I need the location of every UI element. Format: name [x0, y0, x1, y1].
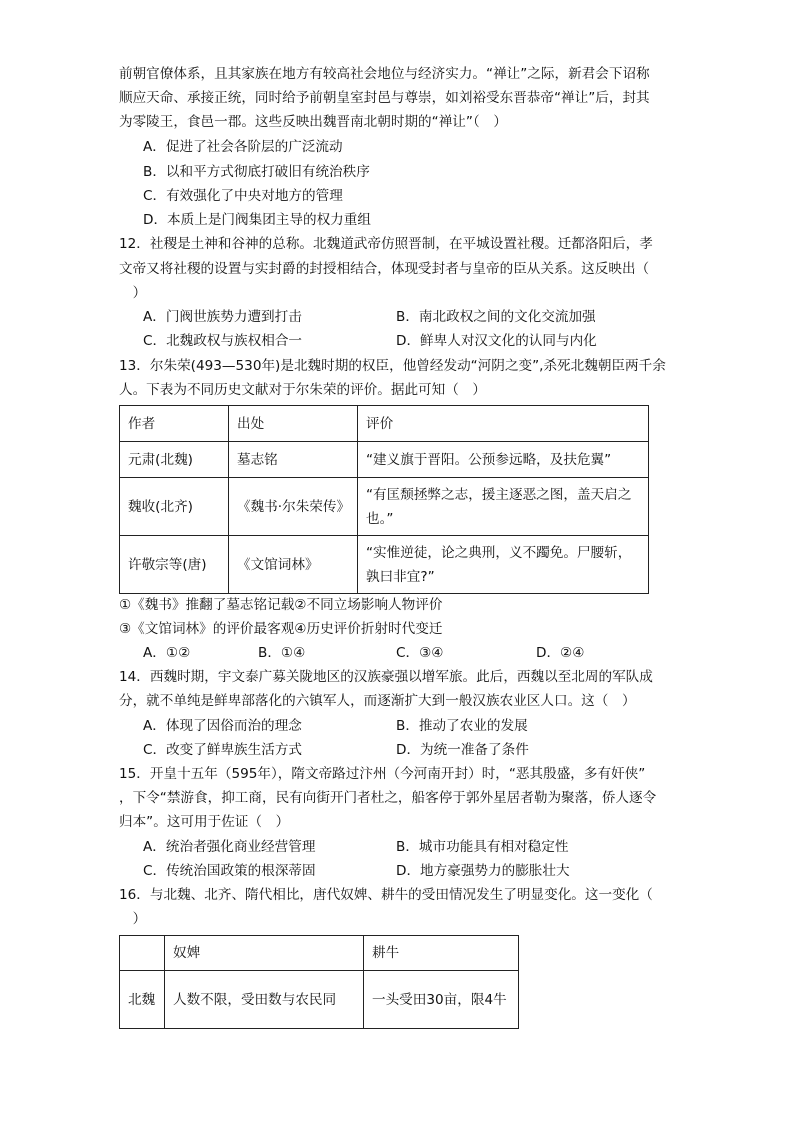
table-cell: 墓志铭 [229, 442, 358, 478]
table-cell: “有匡颓拯弊之志，援主逐恶之图，盖天启之也。” [358, 478, 649, 536]
q14-option-b[interactable]: B．推动了农业的发展 [396, 718, 528, 734]
q14-line-2: 分，就不单纯是鲜卑部落化的六镇军人，而逐渐扩大到一般汉族农业区人口。这（ ） [119, 693, 636, 709]
table-cell: 一头受田30亩，限4牛 [364, 971, 519, 1029]
table-header-cell: 评价 [358, 406, 649, 442]
q13-option-d[interactable]: D．②④ [536, 645, 585, 661]
q13-table [119, 405, 649, 594]
q15-line-3: 归本”。这可用于佐证（ ） [119, 814, 290, 830]
q15-option-d[interactable]: D．地方豪强势力的膨胀壮大 [396, 863, 570, 879]
q12-line-2: 文帝又将社稷的设置与实封爵的封授相结合，体现受封者与皇帝的臣从关系。这反映出（ [119, 261, 650, 277]
q11-option-a[interactable]: A．促进了社会各阶层的广泛流动 [143, 139, 343, 155]
table-cell: “建义旗于晋阳。公预参远略，及扶危翼” [358, 442, 649, 478]
q11-line-2: 顺应天命、承接正统，同时给予前朝皇室封邑与尊崇，如刘裕受东晋恭帝“禅让”后，封其 [119, 90, 650, 106]
table-cell: 《文馆词林》 [229, 536, 358, 594]
q12-option-b[interactable]: B．南北政权之间的文化交流加强 [396, 309, 596, 325]
q11-option-b[interactable]: B．以和平方式彻底打破旧有统治秩序 [143, 164, 370, 180]
q14-option-c[interactable]: C．改变了鲜卑族生活方式 [143, 742, 303, 758]
table-header-cell: 奴婢 [165, 936, 364, 971]
q13-option-c[interactable]: C．③④ [396, 645, 444, 661]
q12-option-c[interactable]: C．北魏政权与族权相合一 [143, 333, 303, 349]
table-cell: “实惟逆徒，论之典刑，义不躅免。尸腰斩，孰曰非宜?” [358, 536, 649, 594]
q14-option-d[interactable]: D．为统一准备了条件 [396, 742, 529, 758]
table-header-cell [120, 936, 165, 971]
q12-line-1: 12．社稷是土神和谷神的总称。北魏道武帝仿照晋制，在平城设置社稷。迁都洛阳后，孝 [119, 236, 653, 252]
q13-line-2: 人。下表为不同历史文献对于尔朱荣的评价。据此可知（ ） [119, 382, 487, 398]
table-row [120, 442, 649, 478]
q15-option-c[interactable]: C．传统治国政策的根深蒂固 [143, 863, 316, 879]
table-header-cell: 出处 [229, 406, 358, 442]
table-header-cell: 耕牛 [364, 936, 519, 971]
q11-option-c[interactable]: C．有效强化了中央对地方的管理 [143, 188, 343, 204]
table-cell: 许敬宗等(唐) [120, 536, 229, 594]
q14-line-1: 14．西魏时期，宇文泰广募关陇地区的汉族豪强以增军旅。此后，西魏以至北周的军队成 [119, 669, 653, 685]
q12-option-a[interactable]: A．门阀世族势力遭到打击 [143, 309, 302, 325]
table-cell: 北魏 [120, 971, 165, 1029]
table-header-row [120, 406, 649, 442]
q14-option-a[interactable]: A．体现了因俗而治的理念 [143, 718, 302, 734]
table-row [120, 478, 649, 536]
q11-line-1: 前朝官僚体系，且其家族在地方有较高社会地位与经济实力。“禅让”之际，新君会下诏称 [119, 66, 650, 82]
q12-option-d[interactable]: D．鲜卑人对汉文化的认同与内化 [396, 333, 597, 349]
q11-line-3: 为零陵王，食邑一郡。这些反映出魏晋南北朝时期的“禅让”（ ） [119, 114, 507, 130]
table-header-row [120, 936, 519, 971]
table-row [120, 971, 519, 1029]
table-cell: 《魏书·尔朱荣传》 [229, 478, 358, 536]
q11-option-d[interactable]: D．本质上是门阀集团主导的权力重组 [143, 212, 371, 228]
q13-option-b[interactable]: B．①④ [258, 645, 306, 661]
q13-note-1: ①《魏书》推翻了墓志铭记载②不同立场影响人物评价 [119, 597, 443, 613]
q15-line-2: ，下令“禁游食，抑工商，民有向街开门者杜之，船客停于郭外星居者勒为聚落，侨人逐令 [119, 790, 657, 806]
q13-line-1: 13．尔朱荣(493—530年)是北魏时期的权臣，他曾经发动“河阴之变”,杀死北魏朝臣两千余 [119, 358, 666, 374]
table-cell: 元肃(北魏) [120, 442, 229, 478]
q15-line-1: 15．开皇十五年（595年），隋文帝路过汴州（今河南开封）时，“恶其殷盛，多有奸侠” [119, 766, 646, 782]
table-header-cell: 作者 [120, 406, 229, 442]
table-cell: 人数不限，受田数与农民同 [165, 971, 364, 1029]
q15-option-a[interactable]: A．统治者强化商业经营管理 [143, 839, 316, 855]
table-cell: 魏收(北齐) [120, 478, 229, 536]
q16-table [119, 935, 519, 1029]
q13-note-2: ③《文馆词林》的评价最客观④历史评价折射时代变迁 [119, 621, 443, 637]
q13-option-a[interactable]: A．①② [143, 645, 191, 661]
q16-line-1: 16．与北魏、北齐、隋代相比，唐代奴婢、耕牛的受田情况发生了明显变化。这一变化（ [119, 887, 653, 903]
table-row [120, 536, 649, 594]
q12-line-3: ） [119, 285, 147, 301]
q16-line-2: ） [119, 911, 147, 927]
q15-option-b[interactable]: B．城市功能具有相对稳定性 [396, 839, 569, 855]
